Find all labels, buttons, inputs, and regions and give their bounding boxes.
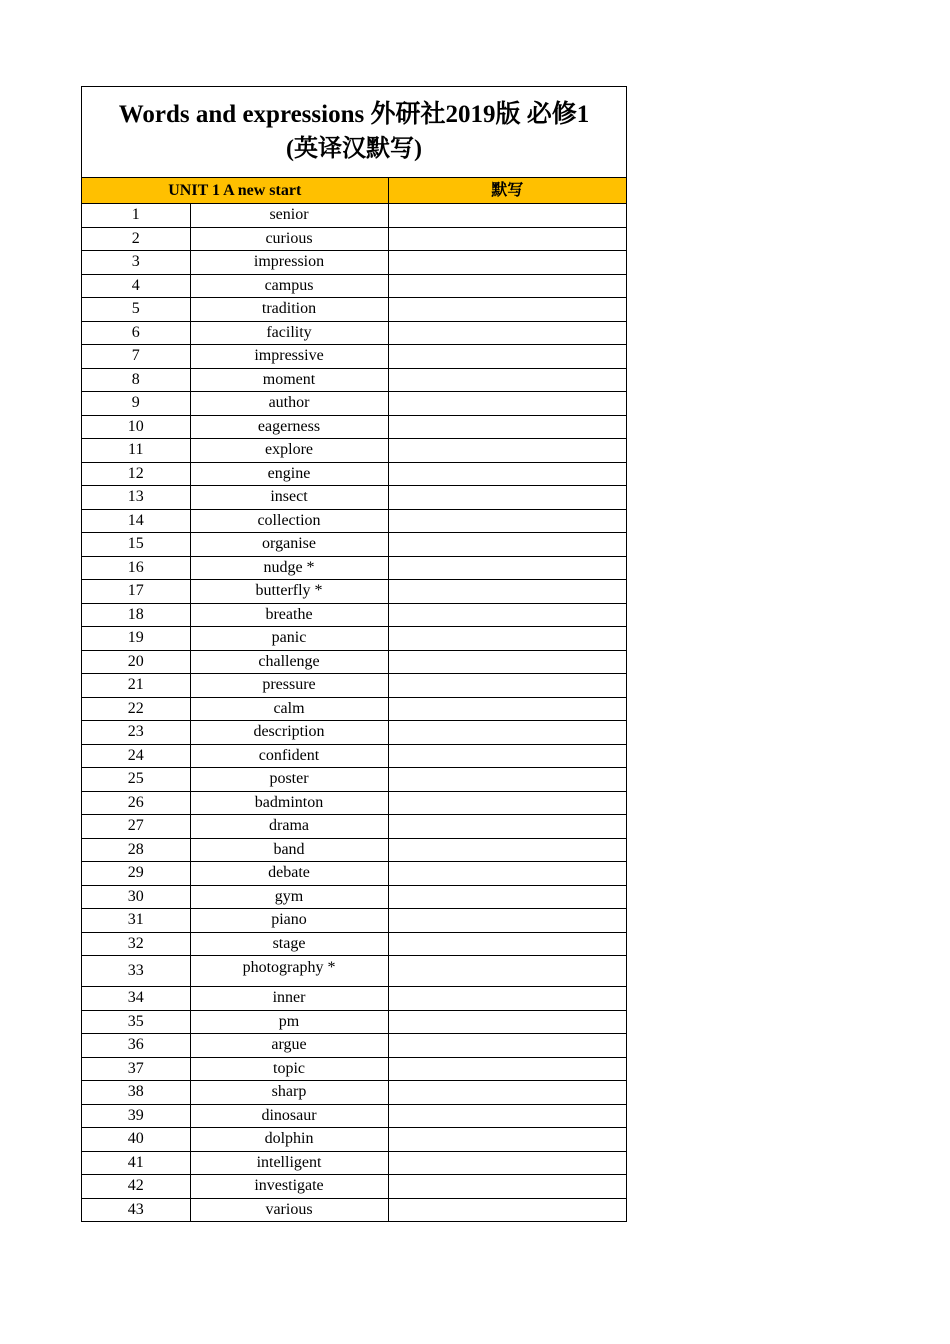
vocabulary-word: stage (190, 932, 388, 956)
vocabulary-word: debate (190, 862, 388, 886)
table-row (82, 627, 626, 651)
answer-cell[interactable] (388, 791, 626, 815)
row-number: 15 (82, 533, 190, 557)
table-row (82, 533, 626, 557)
table-row (82, 1151, 626, 1175)
answer-cell[interactable] (388, 697, 626, 721)
row-number: 21 (82, 674, 190, 698)
row-number: 18 (82, 603, 190, 627)
vocabulary-worksheet (81, 86, 627, 1222)
row-number: 11 (82, 439, 190, 463)
answer-cell[interactable] (388, 439, 626, 463)
answer-cell[interactable] (388, 674, 626, 698)
row-number: 14 (82, 509, 190, 533)
table-row (82, 932, 626, 956)
vocabulary-word: collection (190, 509, 388, 533)
vocabulary-word: pressure (190, 674, 388, 698)
table-row (82, 345, 626, 369)
row-number: 33 (82, 956, 190, 987)
answer-cell[interactable] (388, 204, 626, 228)
answer-cell[interactable] (388, 987, 626, 1011)
row-number: 17 (82, 580, 190, 604)
row-number: 27 (82, 815, 190, 839)
answer-cell[interactable] (388, 1081, 626, 1105)
answer-cell[interactable] (388, 1128, 626, 1152)
answer-cell[interactable] (388, 251, 626, 275)
table-row (82, 321, 626, 345)
answer-cell[interactable] (388, 862, 626, 886)
table-row (82, 204, 626, 228)
table-row (82, 674, 626, 698)
answer-cell[interactable] (388, 650, 626, 674)
row-number: 40 (82, 1128, 190, 1152)
table-row (82, 791, 626, 815)
answer-cell[interactable] (388, 368, 626, 392)
vocabulary-word: curious (190, 227, 388, 251)
row-number: 6 (82, 321, 190, 345)
vocabulary-word: photography * (190, 956, 388, 987)
row-number: 41 (82, 1151, 190, 1175)
table-row (82, 1198, 626, 1221)
vocabulary-word: engine (190, 462, 388, 486)
answer-cell[interactable] (388, 556, 626, 580)
table-row (82, 509, 626, 533)
answer-cell[interactable] (388, 932, 626, 956)
table-row (82, 298, 626, 322)
row-number: 26 (82, 791, 190, 815)
answer-cell[interactable] (388, 956, 626, 987)
vocabulary-word: investigate (190, 1175, 388, 1199)
row-number: 24 (82, 744, 190, 768)
vocabulary-word: calm (190, 697, 388, 721)
answer-cell[interactable] (388, 392, 626, 416)
table-row (82, 368, 626, 392)
answer-cell[interactable] (388, 462, 626, 486)
answer-cell[interactable] (388, 1057, 626, 1081)
table-row (82, 415, 626, 439)
vocabulary-word: piano (190, 909, 388, 933)
answer-cell[interactable] (388, 486, 626, 510)
table-row (82, 1010, 626, 1034)
vocabulary-word: facility (190, 321, 388, 345)
row-number: 4 (82, 274, 190, 298)
row-number: 22 (82, 697, 190, 721)
answer-cell[interactable] (388, 274, 626, 298)
table-row (82, 838, 626, 862)
answer-cell[interactable] (388, 909, 626, 933)
table-row (82, 650, 626, 674)
row-number: 23 (82, 721, 190, 745)
row-number: 31 (82, 909, 190, 933)
row-number: 28 (82, 838, 190, 862)
vocabulary-table (82, 178, 626, 1221)
row-number: 7 (82, 345, 190, 369)
vocabulary-word: tradition (190, 298, 388, 322)
row-number: 12 (82, 462, 190, 486)
table-row (82, 486, 626, 510)
vocabulary-word: challenge (190, 650, 388, 674)
answer-cell[interactable] (388, 603, 626, 627)
row-number: 42 (82, 1175, 190, 1199)
vocabulary-word: panic (190, 627, 388, 651)
table-row (82, 721, 626, 745)
vocabulary-word: dolphin (190, 1128, 388, 1152)
answer-cell[interactable] (388, 815, 626, 839)
row-number: 29 (82, 862, 190, 886)
row-number: 30 (82, 885, 190, 909)
vocabulary-word: description (190, 721, 388, 745)
table-row (82, 1034, 626, 1058)
title-line-2: (英译汉默写) (286, 136, 422, 162)
table-header-row (82, 178, 626, 204)
vocabulary-word: band (190, 838, 388, 862)
answer-cell[interactable] (388, 627, 626, 651)
table-row (82, 1175, 626, 1199)
vocabulary-word: intelligent (190, 1151, 388, 1175)
vocabulary-word: drama (190, 815, 388, 839)
table-row (82, 1081, 626, 1105)
answer-cell[interactable] (388, 321, 626, 345)
vocabulary-word: gym (190, 885, 388, 909)
row-number: 1 (82, 204, 190, 228)
answer-cell[interactable] (388, 1034, 626, 1058)
row-number: 43 (82, 1198, 190, 1221)
table-row (82, 1128, 626, 1152)
vocabulary-word: nudge * (190, 556, 388, 580)
answer-cell[interactable] (388, 509, 626, 533)
answer-cell[interactable] (388, 298, 626, 322)
vocabulary-word: campus (190, 274, 388, 298)
vocabulary-word: author (190, 392, 388, 416)
answer-cell[interactable] (388, 1010, 626, 1034)
table-row (82, 956, 626, 987)
table-row (82, 227, 626, 251)
row-number: 10 (82, 415, 190, 439)
row-number: 19 (82, 627, 190, 651)
table-row (82, 862, 626, 886)
answer-cell[interactable] (388, 1175, 626, 1199)
answer-cell[interactable] (388, 533, 626, 557)
answer-cell[interactable] (388, 768, 626, 792)
table-row (82, 392, 626, 416)
table-row (82, 274, 626, 298)
table-row (82, 556, 626, 580)
vocabulary-word: dinosaur (190, 1104, 388, 1128)
table-row (82, 439, 626, 463)
table-row (82, 815, 626, 839)
answer-cell[interactable] (388, 415, 626, 439)
vocabulary-word: breathe (190, 603, 388, 627)
vocabulary-word: explore (190, 439, 388, 463)
row-number: 37 (82, 1057, 190, 1081)
table-row (82, 909, 626, 933)
vocabulary-word: sharp (190, 1081, 388, 1105)
answer-cell[interactable] (388, 744, 626, 768)
row-number: 25 (82, 768, 190, 792)
table-row (82, 1057, 626, 1081)
table-row (82, 744, 626, 768)
answer-cell[interactable] (388, 1104, 626, 1128)
table-row (82, 603, 626, 627)
vocabulary-word: organise (190, 533, 388, 557)
vocabulary-word: confident (190, 744, 388, 768)
vocabulary-word: poster (190, 768, 388, 792)
table-row (82, 768, 626, 792)
vocabulary-word: badminton (190, 791, 388, 815)
vocabulary-word: impression (190, 251, 388, 275)
vocabulary-word: insect (190, 486, 388, 510)
title-line-1: Words and expressions 外研社2019版 必修1 (118, 101, 590, 128)
answer-cell[interactable] (388, 885, 626, 909)
table-row (82, 885, 626, 909)
worksheet-title (82, 87, 626, 178)
row-number: 32 (82, 932, 190, 956)
vocabulary-word: various (190, 1198, 388, 1221)
table-row (82, 580, 626, 604)
row-number: 8 (82, 368, 190, 392)
answer-cell[interactable] (388, 838, 626, 862)
table-row (82, 462, 626, 486)
row-number: 34 (82, 987, 190, 1011)
vocabulary-word: impressive (190, 345, 388, 369)
row-number: 9 (82, 392, 190, 416)
table-body (82, 204, 626, 1222)
row-number: 36 (82, 1034, 190, 1058)
answer-header: 默写 (388, 178, 626, 204)
table-row (82, 697, 626, 721)
answer-cell[interactable] (388, 580, 626, 604)
row-number: 38 (82, 1081, 190, 1105)
row-number: 2 (82, 227, 190, 251)
vocabulary-word: senior (190, 204, 388, 228)
answer-cell[interactable] (388, 1198, 626, 1221)
vocabulary-word: topic (190, 1057, 388, 1081)
row-number: 39 (82, 1104, 190, 1128)
table-row (82, 1104, 626, 1128)
table-row (82, 251, 626, 275)
row-number: 3 (82, 251, 190, 275)
answer-cell[interactable] (388, 1151, 626, 1175)
vocabulary-word: butterfly * (190, 580, 388, 604)
vocabulary-word: pm (190, 1010, 388, 1034)
row-number: 20 (82, 650, 190, 674)
row-number: 35 (82, 1010, 190, 1034)
answer-cell[interactable] (388, 721, 626, 745)
row-number: 13 (82, 486, 190, 510)
unit-header: UNIT 1 A new start (82, 178, 388, 204)
answer-cell[interactable] (388, 345, 626, 369)
row-number: 5 (82, 298, 190, 322)
row-number: 16 (82, 556, 190, 580)
vocabulary-word: inner (190, 987, 388, 1011)
vocabulary-word: moment (190, 368, 388, 392)
answer-cell[interactable] (388, 227, 626, 251)
vocabulary-word: argue (190, 1034, 388, 1058)
vocabulary-word: eagerness (190, 415, 388, 439)
table-row (82, 987, 626, 1011)
